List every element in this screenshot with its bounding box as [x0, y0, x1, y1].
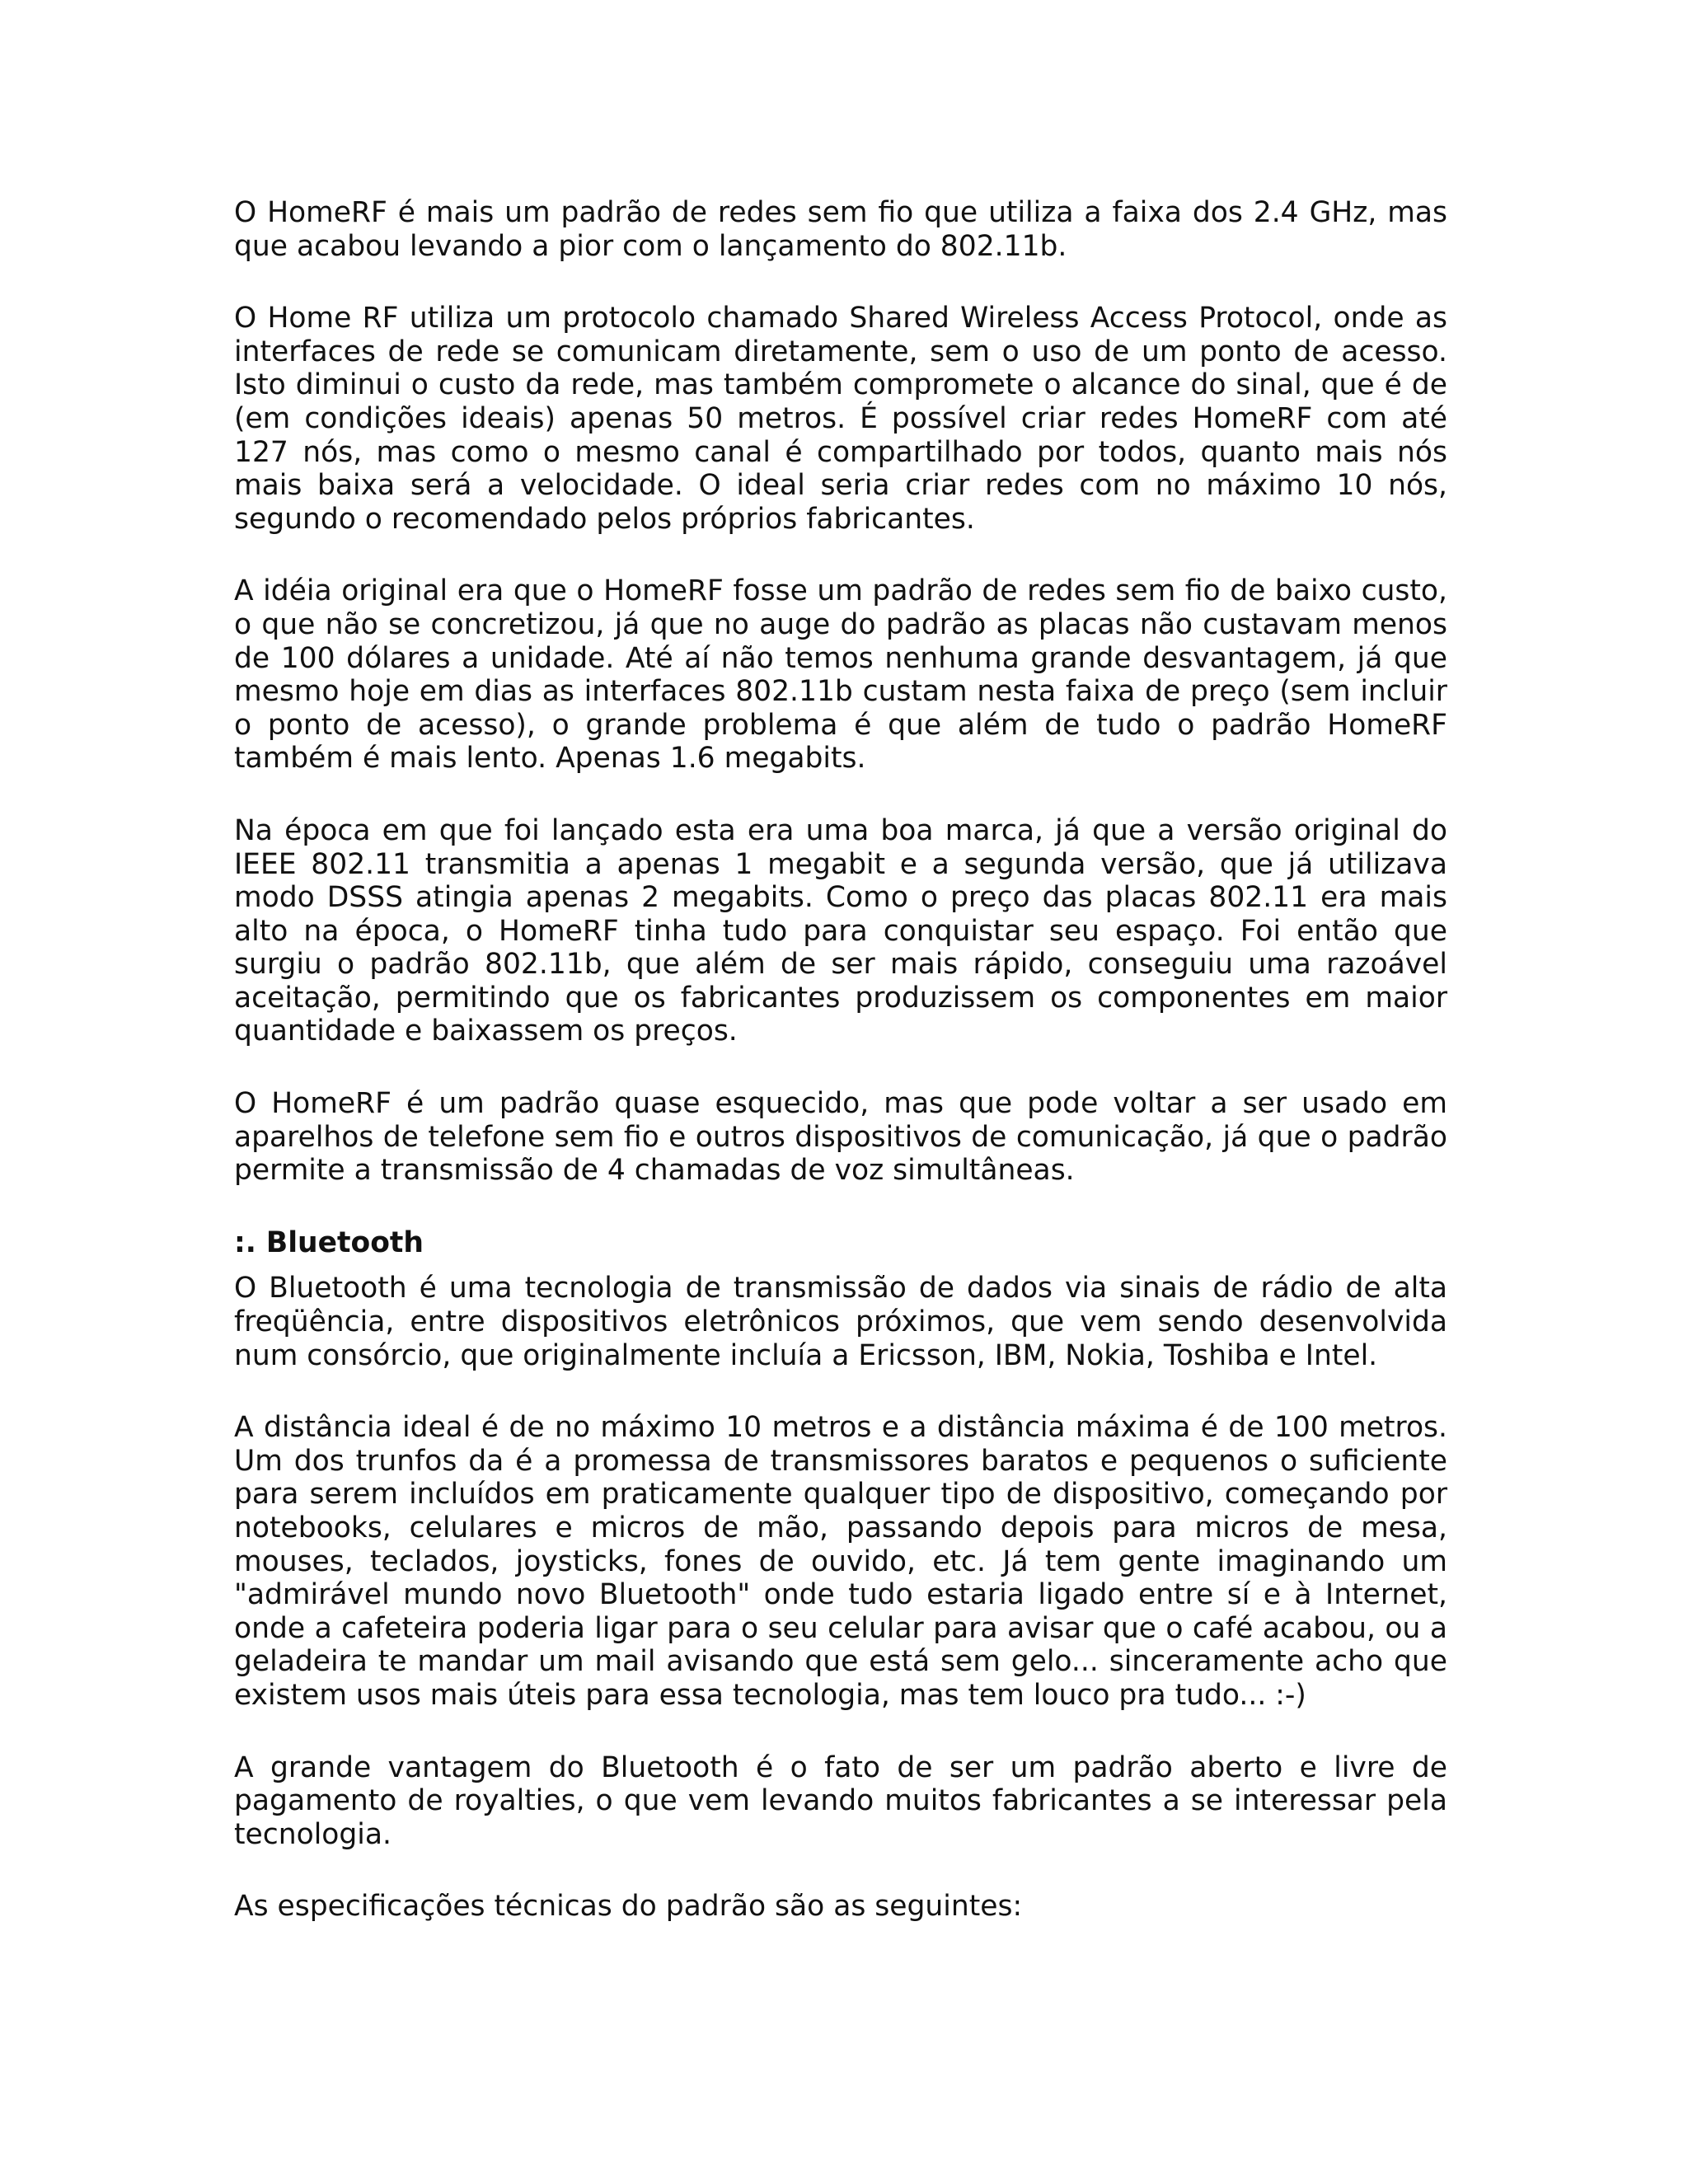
paragraph-homerf-cost: A idéia original era que o HomeRF fosse um padrão de redes sem fio de baixo custo, o que não se concretizou, já que no auge do padrão as placas não custavam menos de 100 dólares a unidade. Até aí não temos nenhuma grande desvantagem, já que mesmo hoje em dias as interfaces 802.11b custam nesta faixa de preço (sem incluir o ponto de acesso), o grande problema é que além de tudo o padrão HomeRF também é mais lento. Apenas 1.6 megabits. — [234, 574, 1447, 776]
paragraph-bluetooth-specs-intro: As especificações técnicas do padrão são as seguintes: — [234, 1890, 1023, 1924]
section-heading-bluetooth: :. Bluetooth — [234, 1226, 424, 1259]
paragraph-bluetooth-intro: O Bluetooth é uma tecnologia de transmissão de dados via sinais de rádio de alta freqüência, entre dispositivos eletrônicos próximos, que vem sendo desenvolvida num consórcio, que originalmente incluía a Ericsson, IBM, Nokia, Toshiba e Intel. — [234, 1272, 1447, 1372]
paragraph-homerf-future: O HomeRF é um padrão quase esquecido, mas que pode voltar a ser usado em aparelhos de telefone sem fio e outros dispositivos de comunicação, já que o padrão permite a transmissão de 4 chamadas de voz simultâneas. — [234, 1087, 1447, 1188]
document-page — [234, 196, 1447, 1924]
paragraph-homerf-intro: O HomeRF é mais um padrão de redes sem fio que utiliza a faixa dos 2.4 GHz, mas que acabou levando a pior com o lançamento do 802.11b. — [234, 196, 1447, 263]
paragraph-homerf-history: Na época em que foi lançado esta era uma boa marca, já que a versão original do IEEE 802.11 transmitia a apenas 1 megabit e a segunda versão, que já utilizava modo DSSS atingia apenas 2 megabits. Como o preço das placas 802.11 era mais alto na época, o HomeRF tinha tudo para conquistar seu espaço. Foi então que surgiu o padrão 802.11b, que além de ser mais rápido, conseguiu uma razoável aceitação, permitindo que os fabricantes produzissem os componentes em maior quantidade e baixassem os preços. — [234, 813, 1447, 1048]
paragraph-bluetooth-range: A distância ideal é de no máximo 10 metros e a distância máxima é de 100 metros. Um dos trunfos da é a promessa de transmissores baratos e pequenos o suficiente para serem incluídos em praticamente qualquer tipo de dispositivo, começando por notebooks, celulares e micros de mão, passando depois para micros de mesa, mouses, teclados, joysticks, fones de ouvido, etc. Já tem gente imaginando um "admirável mundo novo Bluetooth" onde tudo estaria ligado entre sí e à Internet, onde a cafeteira poderia ligar para o seu celular para avisar que o café acabou, ou a geladeira te mandar um mail avisando que está sem gelo... sinceramente acho que existem usos mais úteis para essa tecnologia, mas tem louco pra tudo... :-) — [234, 1411, 1447, 1712]
paragraph-homerf-protocol: O Home RF utiliza um protocolo chamado Shared Wireless Access Protocol, onde as interfaces de rede se comunicam diretamente, sem o uso de um ponto de acesso. Isto diminui o custo da rede, mas também compromete o alcance do sinal, que é de (em condições ideais) apenas 50 metros. É possível criar redes HomeRF com até 127 nós, mas como o mesmo canal é compartilhado por todos, quanto mais nós mais baixa será a velocidade. O ideal seria criar redes com no máximo 10 nós, segundo o recomendado pelos próprios fabricantes. — [234, 302, 1447, 536]
paragraph-bluetooth-advantage: A grande vantagem do Bluetooth é o fato de ser um padrão aberto e livre de pagamento de royalties, o que vem levando muitos fabricantes a se interessar pela tecnologia. — [234, 1750, 1447, 1851]
